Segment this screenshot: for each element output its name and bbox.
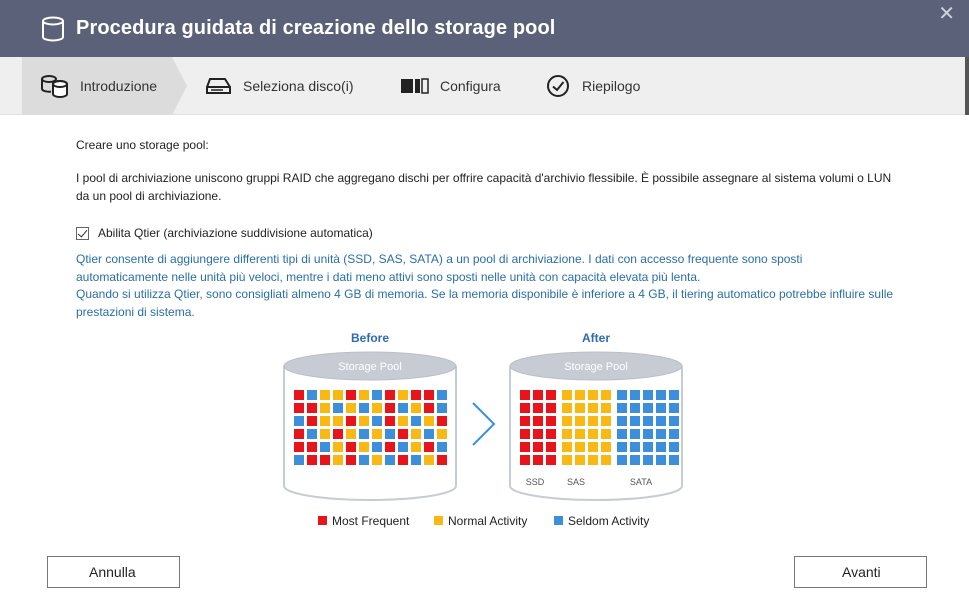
qtier-info-line: Quando si utilizza Qtier, sono consigliati almeno 4 GB di memoria. Se la memoria disponibile è inferiore a 4 GB, il tiering automatico potrebbe influire sulle prestazioni di sistema. <box>76 287 894 319</box>
qtier-info <box>76 251 896 321</box>
tier-label-sata: SATA <box>629 477 653 487</box>
wizard-steps <box>0 57 969 115</box>
data-block <box>643 403 653 413</box>
step-riepilogo[interactable] <box>546 57 640 115</box>
data-block <box>437 390 447 400</box>
data-block <box>533 442 543 452</box>
data-block <box>562 390 572 400</box>
check-circle-icon <box>546 74 572 98</box>
data-block <box>372 455 382 465</box>
data-block <box>320 455 330 465</box>
qtier-checkbox-label: Abilita Qtier (archiviazione suddivisione automatica) <box>98 226 373 240</box>
data-block <box>656 429 666 439</box>
data-block <box>546 442 556 452</box>
data-block <box>562 442 572 452</box>
data-block <box>320 442 330 452</box>
chevron-right-icon <box>473 403 494 445</box>
data-block <box>575 429 585 439</box>
data-block <box>398 429 408 439</box>
data-block <box>333 416 343 426</box>
storage-pool-icon <box>40 74 70 98</box>
step-label: Introduzione <box>80 78 158 94</box>
data-block <box>546 403 556 413</box>
data-block <box>533 390 543 400</box>
scrollbar-edge <box>965 57 969 115</box>
data-block <box>385 403 395 413</box>
data-block <box>411 403 421 413</box>
data-block <box>520 390 530 400</box>
data-block <box>346 442 356 452</box>
data-block <box>617 390 627 400</box>
data-block <box>669 390 679 400</box>
data-block <box>307 403 317 413</box>
data-block <box>617 429 627 439</box>
legend-swatch-seldom-activity <box>554 516 563 525</box>
data-block <box>601 416 611 426</box>
data-block <box>669 403 679 413</box>
data-block <box>424 429 434 439</box>
data-block <box>520 429 530 439</box>
data-block <box>669 455 679 465</box>
data-block <box>575 390 585 400</box>
data-block <box>294 429 304 439</box>
window-title: Procedura guidata di creazione dello storage pool <box>76 17 556 39</box>
data-block <box>546 429 556 439</box>
data-block <box>617 455 627 465</box>
data-block <box>424 416 434 426</box>
data-block <box>294 455 304 465</box>
data-block <box>656 403 666 413</box>
data-block <box>643 416 653 426</box>
data-block <box>372 429 382 439</box>
tier-label-ssd: SSD <box>525 477 545 487</box>
data-block <box>307 455 317 465</box>
tier-label-sas: SAS <box>566 477 586 487</box>
data-block <box>346 429 356 439</box>
data-block <box>294 390 304 400</box>
data-block <box>346 416 356 426</box>
data-block <box>372 416 382 426</box>
data-block <box>617 416 627 426</box>
data-block <box>333 390 343 400</box>
data-block <box>437 429 447 439</box>
data-block <box>601 442 611 452</box>
data-block <box>643 455 653 465</box>
data-block <box>424 455 434 465</box>
data-block <box>346 455 356 465</box>
data-block <box>643 429 653 439</box>
data-block <box>333 429 343 439</box>
data-block <box>656 416 666 426</box>
data-block <box>588 429 598 439</box>
before-pool-label: Storage Pool <box>338 361 402 373</box>
data-block <box>307 390 317 400</box>
data-block <box>437 442 447 452</box>
data-block <box>385 455 395 465</box>
data-block <box>320 429 330 439</box>
intro-description: I pool di archiviazione uniscono gruppi RAID che aggregano dischi per offrire capacità d'archivio flessibile. È possibile assegnare al sistema volumi o LUN da un pool di archiviazione. <box>76 171 892 203</box>
after-pool-label: Storage Pool <box>564 361 628 373</box>
data-block <box>669 429 679 439</box>
data-block <box>411 455 421 465</box>
data-block <box>346 403 356 413</box>
data-block <box>630 390 640 400</box>
data-block <box>630 455 640 465</box>
data-block <box>411 416 421 426</box>
data-block <box>546 455 556 465</box>
configure-icon <box>400 76 430 96</box>
data-block <box>398 416 408 426</box>
legend-swatch-most-frequent <box>318 516 327 525</box>
data-block <box>533 416 543 426</box>
data-block <box>601 429 611 439</box>
data-block <box>562 403 572 413</box>
data-block <box>588 455 598 465</box>
data-block <box>294 403 304 413</box>
data-block <box>307 416 317 426</box>
data-block <box>437 403 447 413</box>
qtier-checkbox[interactable] <box>76 227 89 240</box>
data-block <box>346 390 356 400</box>
data-block <box>601 403 611 413</box>
data-block <box>398 455 408 465</box>
data-block <box>656 455 666 465</box>
step-configura[interactable] <box>400 57 501 115</box>
data-block <box>669 416 679 426</box>
data-block <box>372 390 382 400</box>
data-block <box>411 429 421 439</box>
data-block <box>424 403 434 413</box>
data-block <box>398 403 408 413</box>
data-block <box>588 416 598 426</box>
data-block <box>669 442 679 452</box>
legend-swatch-normal-activity <box>434 516 443 525</box>
data-block <box>643 442 653 452</box>
data-block <box>520 403 530 413</box>
legend-seldom-activity: Seldom Activity <box>568 514 650 528</box>
step-label: Configura <box>440 78 501 94</box>
storage-cylinder-icon <box>40 16 66 42</box>
data-block <box>533 455 543 465</box>
data-block <box>398 442 408 452</box>
data-block <box>372 442 382 452</box>
data-block <box>424 390 434 400</box>
data-block <box>562 429 572 439</box>
data-block <box>520 416 530 426</box>
step-seleziona-disco[interactable] <box>205 57 354 115</box>
data-block <box>630 429 640 439</box>
data-block <box>307 442 317 452</box>
data-block <box>359 390 369 400</box>
data-block <box>437 416 447 426</box>
legend-most-frequent: Most Frequent <box>332 514 410 528</box>
cancel-button[interactable]: Annulla <box>47 556 180 588</box>
data-block <box>656 390 666 400</box>
legend-normal-activity: Normal Activity <box>448 514 528 528</box>
data-block <box>546 416 556 426</box>
data-block <box>656 442 666 452</box>
data-block <box>333 442 343 452</box>
data-block <box>575 455 585 465</box>
data-block <box>398 390 408 400</box>
disk-drive-icon <box>205 76 233 96</box>
data-block <box>520 455 530 465</box>
step-label: Riepilogo <box>582 78 641 94</box>
data-block <box>411 442 421 452</box>
step-label: Seleziona disco(i) <box>243 78 354 94</box>
data-block <box>320 390 330 400</box>
data-block <box>320 416 330 426</box>
data-block <box>294 416 304 426</box>
data-block <box>533 429 543 439</box>
data-block <box>601 390 611 400</box>
data-block <box>294 442 304 452</box>
data-block <box>575 403 585 413</box>
after-label: After <box>581 331 611 345</box>
data-block <box>359 403 369 413</box>
qtier-info-line: Qtier consente di aggiungere differenti tipi di unità (SSD, SAS, SATA) a un pool di archiviazione. I dati con accesso frequente sono sposti automaticamente nelle unità più veloci, mentre i dati meno attivi sono sposti nelle unità con capacità elevata più lenta. <box>76 252 803 284</box>
step-introduzione[interactable] <box>40 57 157 115</box>
data-block <box>385 442 395 452</box>
data-block <box>411 390 421 400</box>
before-label: Before <box>350 331 390 345</box>
qtier-illustration <box>270 326 710 536</box>
data-block <box>520 442 530 452</box>
next-button[interactable]: Avanti <box>794 556 927 588</box>
data-block <box>307 429 317 439</box>
data-block <box>562 416 572 426</box>
data-block <box>630 416 640 426</box>
close-icon[interactable]: ✕ <box>938 3 955 25</box>
data-block <box>562 455 572 465</box>
data-block <box>588 390 598 400</box>
data-block <box>643 390 653 400</box>
data-block <box>533 403 543 413</box>
data-block <box>424 442 434 452</box>
data-block <box>385 429 395 439</box>
legend <box>318 514 649 528</box>
data-block <box>372 403 382 413</box>
qtier-checkbox-row[interactable] <box>76 226 373 240</box>
data-block <box>630 442 640 452</box>
data-block <box>575 416 585 426</box>
data-block <box>617 442 627 452</box>
data-block <box>546 390 556 400</box>
data-block <box>617 403 627 413</box>
data-block <box>385 390 395 400</box>
data-block <box>359 416 369 426</box>
data-block <box>320 403 330 413</box>
data-block <box>359 455 369 465</box>
data-block <box>359 442 369 452</box>
data-block <box>333 455 343 465</box>
data-block <box>359 429 369 439</box>
data-block <box>575 442 585 452</box>
data-block <box>601 455 611 465</box>
data-block <box>588 403 598 413</box>
intro-heading: Creare uno storage pool: <box>76 138 209 152</box>
title-bar <box>0 0 969 57</box>
data-block <box>385 416 395 426</box>
data-block <box>588 442 598 452</box>
data-block <box>333 403 343 413</box>
data-block <box>437 455 447 465</box>
data-block <box>630 403 640 413</box>
